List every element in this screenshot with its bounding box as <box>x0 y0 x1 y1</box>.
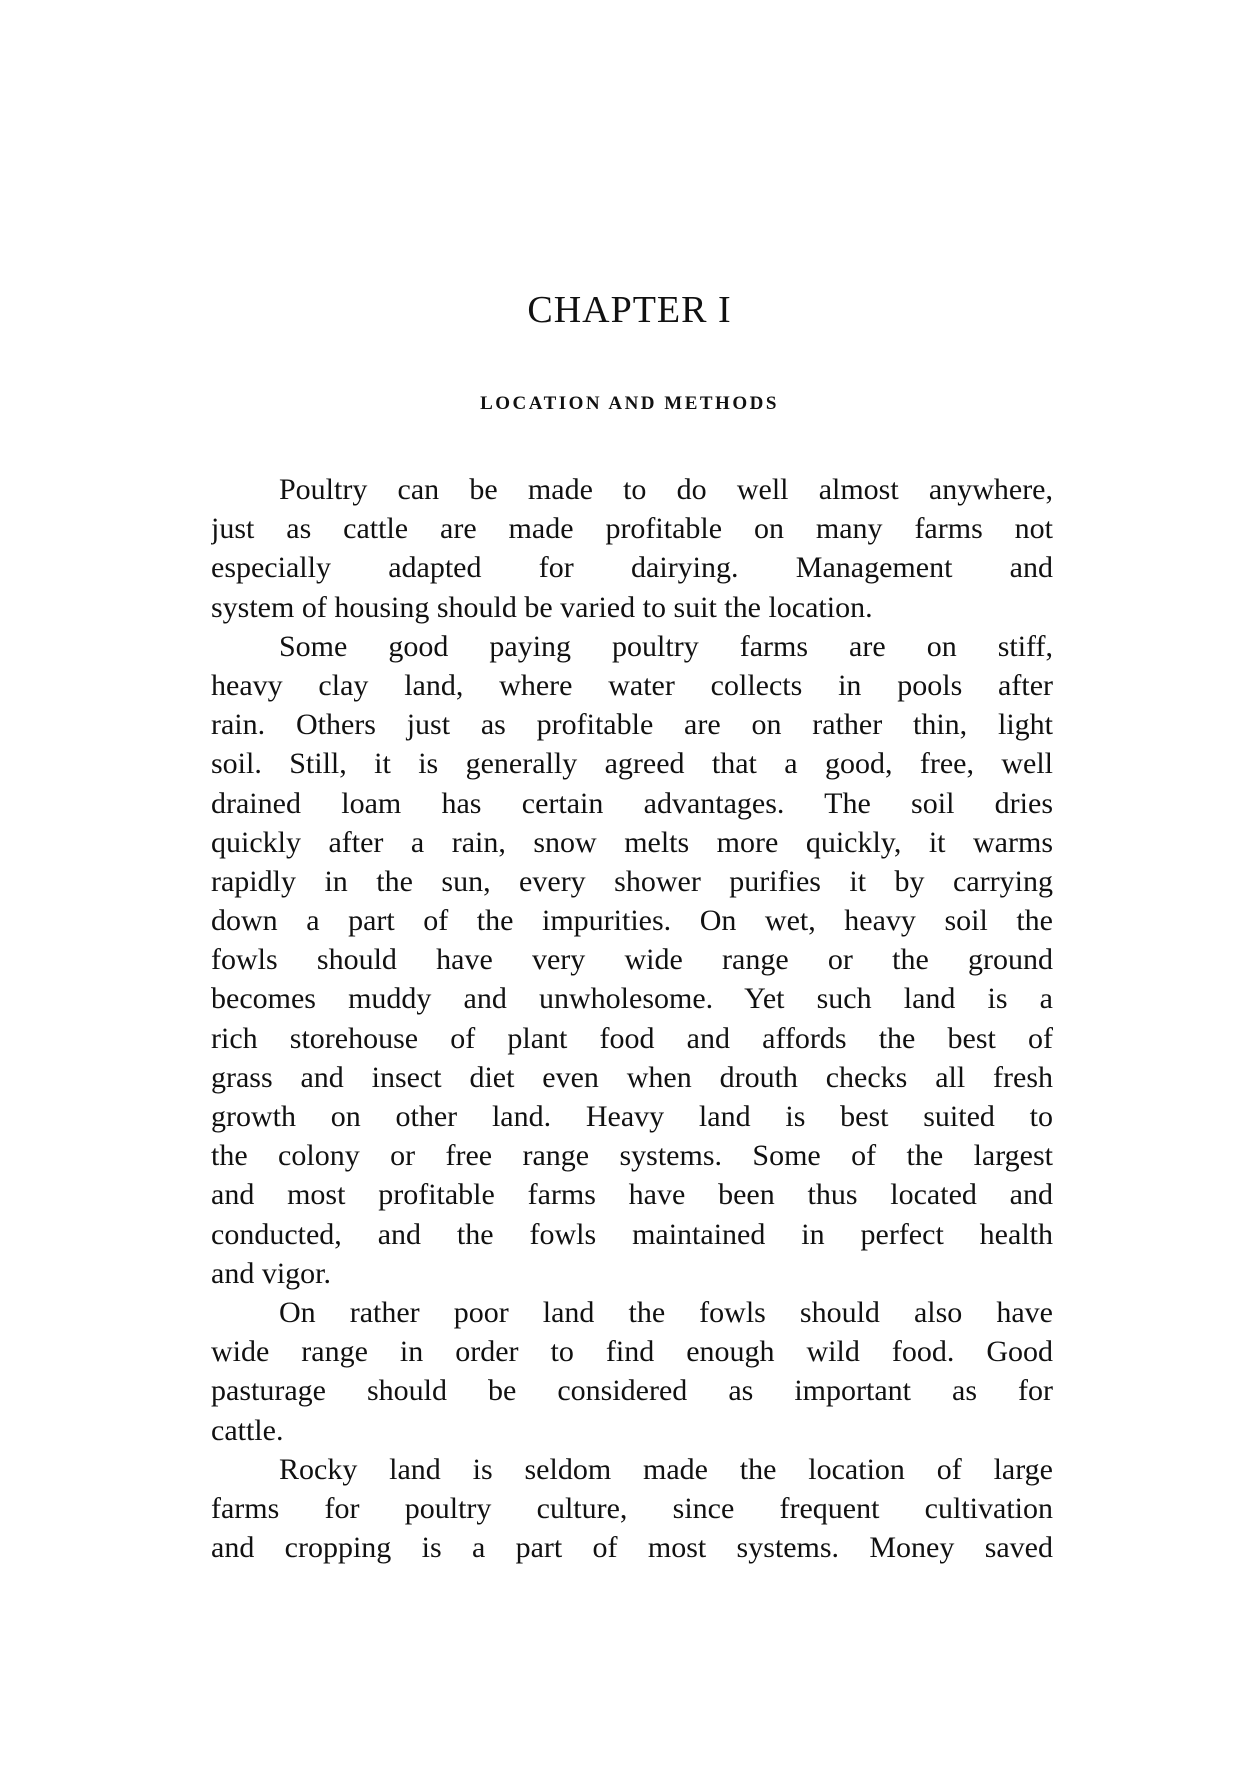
text-line: rapidly in the sun, every shower purifies it by carrying <box>211 864 1053 898</box>
text-line: On rather poor land the fowls should also have <box>279 1295 1053 1329</box>
text-line: Poultry can be made to do well almost anywhere, <box>279 473 1053 506</box>
text-line: pasturage should be considered as important as for <box>211 1374 1053 1408</box>
text-line: and cropping is a part of most systems. Money saved <box>211 1531 1053 1565</box>
chapter-title: CHAPTER I <box>527 289 732 331</box>
text-line: cattle. <box>211 1413 284 1447</box>
text-line: system of housing should be varied to suit the location. <box>211 590 873 624</box>
text-line: soil. Still, it is generally agreed that a good, free, well <box>211 747 1053 781</box>
text-line: just as cattle are made profitable on many farms not <box>211 512 1053 546</box>
text-line: wide range in order to find enough wild food. Good <box>211 1335 1053 1369</box>
text-line: conducted, and the fowls maintained in perfect health <box>211 1217 1053 1251</box>
text-line: and vigor. <box>211 1256 331 1290</box>
text-line: fowls should have very wide range or the ground <box>211 943 1053 977</box>
text-line: heavy clay land, where water collects in pools after <box>211 668 1053 702</box>
text-line: especially adapted for dairying. Management and <box>211 551 1053 585</box>
text-line: and most profitable farms have been thus located and <box>211 1178 1053 1212</box>
text-line: down a part of the impurities. On wet, heavy soil the <box>211 904 1053 938</box>
text-line: farms for poultry culture, since frequent cultivation <box>211 1491 1053 1525</box>
text-line: Rocky land is seldom made the location of large <box>279 1452 1053 1486</box>
text-line: rich storehouse of plant food and affords the best of <box>211 1021 1053 1055</box>
body-text <box>211 470 1053 1567</box>
text-line: becomes muddy and unwholesome. Yet such land is a <box>211 982 1053 1016</box>
text-line: rain. Others just as profitable are on rather thin, light <box>211 708 1053 742</box>
text-line: the colony or free range systems. Some of the largest <box>211 1139 1053 1173</box>
section-title: LOCATION AND METHODS <box>480 393 779 414</box>
text-line: drained loam has certain advantages. The soil dries <box>211 786 1053 820</box>
text-line: quickly after a rain, snow melts more quickly, it warms <box>211 825 1053 859</box>
text-line: grass and insect diet even when drouth checks all fresh <box>211 1060 1053 1094</box>
text-line: growth on other land. Heavy land is best suited to <box>211 1100 1053 1133</box>
text-line: Some good paying poultry farms are on stiff, <box>279 629 1053 663</box>
